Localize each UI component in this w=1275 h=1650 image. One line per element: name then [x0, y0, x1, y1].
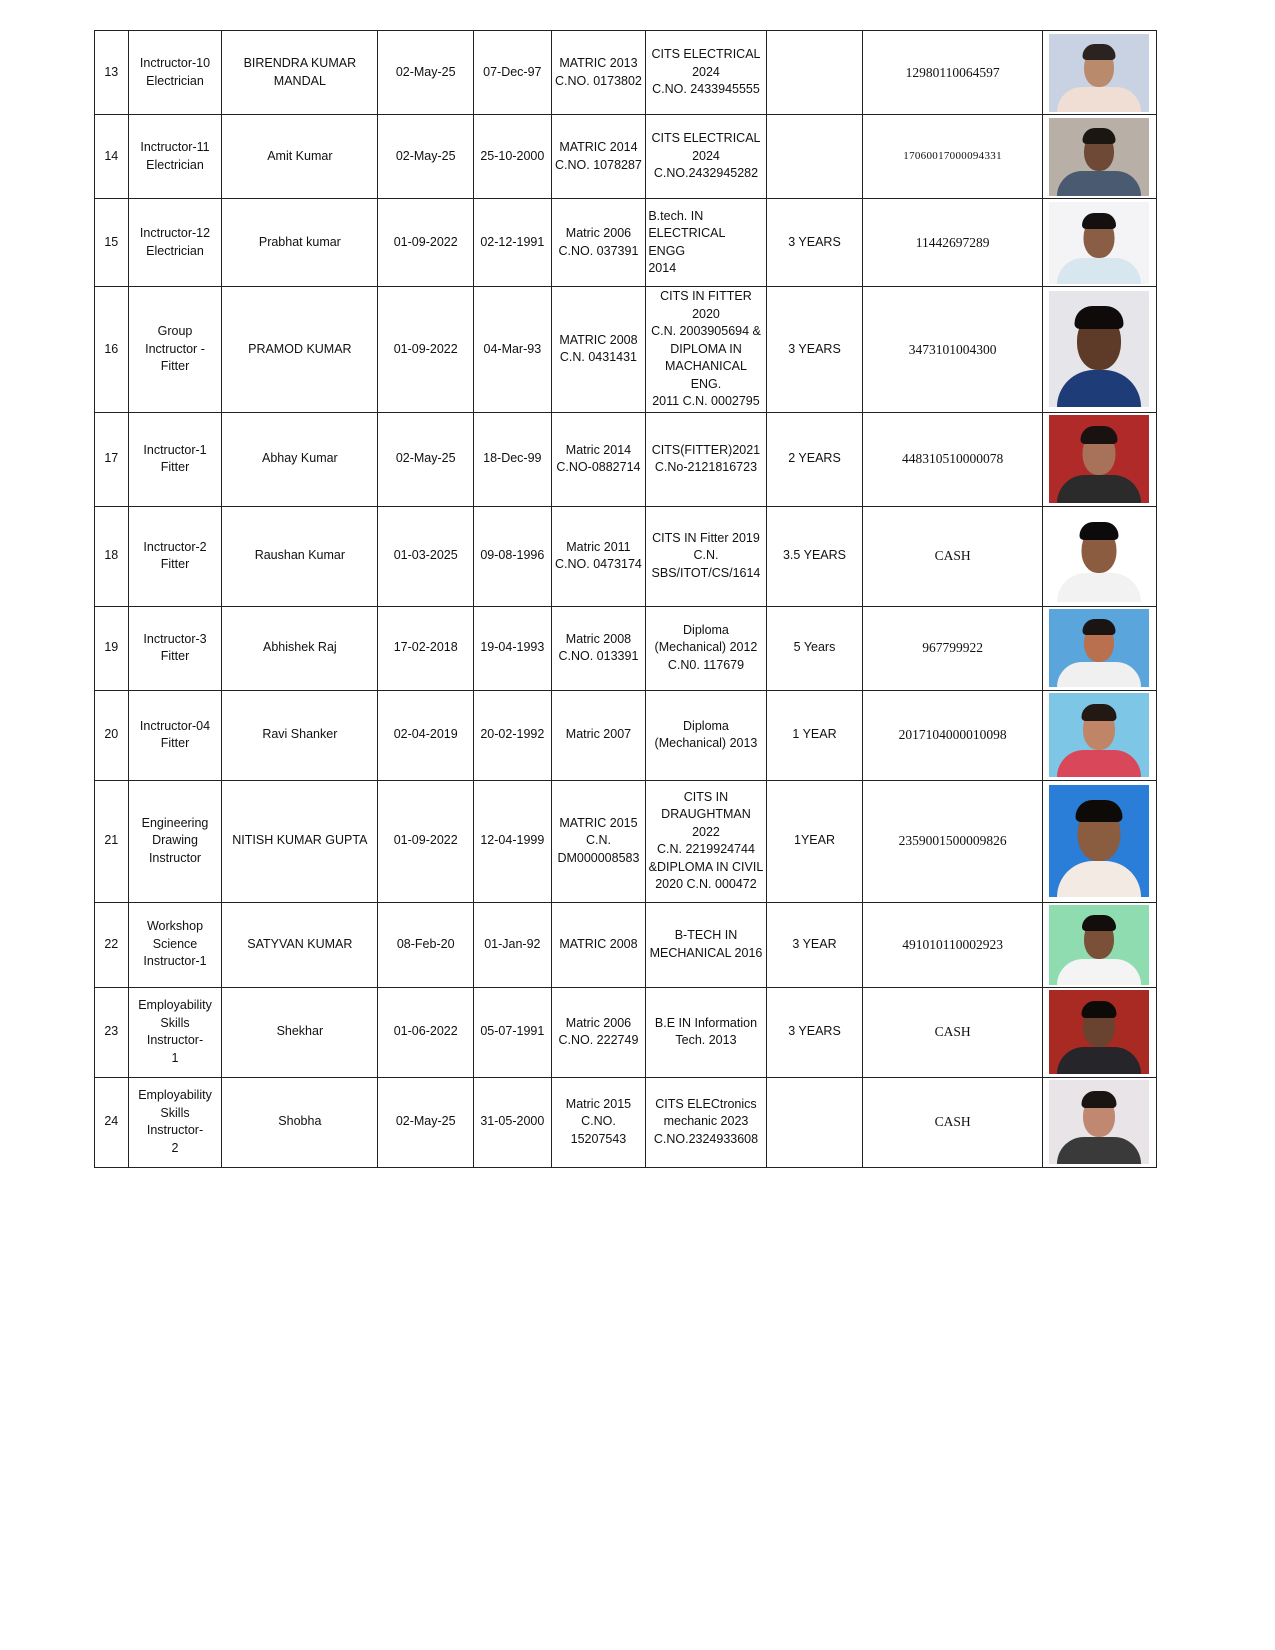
matric-cell: MATRIC 2015 C.N. DM000008583: [551, 780, 646, 902]
post-cell: Group Inctructor - Fitter: [128, 287, 222, 413]
matric-cell: Matric 2007: [551, 690, 646, 780]
table-row: [95, 199, 1157, 287]
table-row: [95, 987, 1157, 1077]
experience-cell: [766, 115, 863, 199]
account-number-cell: 12980110064597: [863, 31, 1042, 115]
account-number-cell: 2359001500009826: [863, 780, 1042, 902]
post-cell: Employability Skills Instructor- 1: [128, 987, 222, 1077]
photo-hair: [1082, 1001, 1117, 1018]
name-cell: Ravi Shanker: [222, 690, 378, 780]
dob-cell: 07-Dec-97: [474, 31, 551, 115]
person-photo: [1049, 415, 1149, 503]
person-photo: [1049, 1080, 1149, 1164]
matric-cell: MATRIC 2008 C.N. 0431431: [551, 287, 646, 413]
name-cell: PRAMOD KUMAR: [222, 287, 378, 413]
account-number-cell: 3473101004300: [863, 287, 1042, 413]
serial-number-cell: 23: [95, 987, 129, 1077]
photo-hair: [1082, 213, 1116, 229]
matric-cell: MATRIC 2013 C.NO. 0173802: [551, 31, 646, 115]
photo-hair: [1080, 522, 1119, 540]
dob-cell: 25-10-2000: [474, 115, 551, 199]
photo-cell: [1042, 780, 1156, 902]
table-row: [95, 31, 1157, 115]
account-number-cell: CASH: [863, 1077, 1042, 1167]
person-photo: [1049, 202, 1149, 284]
person-photo: [1049, 693, 1149, 777]
qualification-cell: B-TECH IN MECHANICAL 2016: [646, 902, 766, 987]
qualification-cell: B.tech. IN ELECTRICAL ENGG 2014: [646, 199, 766, 287]
experience-cell: 1 YEAR: [766, 690, 863, 780]
experience-cell: 3 YEARS: [766, 987, 863, 1077]
table-row: [95, 780, 1157, 902]
photo-shirt: [1057, 1047, 1141, 1074]
dob-cell: 12-04-1999: [474, 780, 551, 902]
photo-cell: [1042, 1077, 1156, 1167]
post-cell: Inctructor-10 Electrician: [128, 31, 222, 115]
serial-number-cell: 17: [95, 412, 129, 506]
post-cell: Engineering Drawing Instructor: [128, 780, 222, 902]
matric-cell: Matric 2015 C.NO. 15207543: [551, 1077, 646, 1167]
photo-cell: [1042, 412, 1156, 506]
photo-cell: [1042, 199, 1156, 287]
table-row: [95, 1077, 1157, 1167]
matric-cell: Matric 2011 C.NO. 0473174: [551, 506, 646, 606]
dob-cell: 18-Dec-99: [474, 412, 551, 506]
photo-shirt: [1057, 475, 1141, 503]
account-number-cell: 11442697289: [863, 199, 1042, 287]
joining-date-cell: 01-09-2022: [378, 287, 474, 413]
dob-cell: 02-12-1991: [474, 199, 551, 287]
experience-cell: [766, 31, 863, 115]
experience-cell: 3 YEAR: [766, 902, 863, 987]
experience-cell: [766, 1077, 863, 1167]
photo-hair: [1082, 915, 1116, 931]
name-cell: Amit Kumar: [222, 115, 378, 199]
matric-cell: Matric 2008 C.NO. 013391: [551, 606, 646, 690]
dob-cell: 19-04-1993: [474, 606, 551, 690]
serial-number-cell: 16: [95, 287, 129, 413]
table-row: [95, 115, 1157, 199]
matric-cell: Matric 2006 C.NO. 222749: [551, 987, 646, 1077]
joining-date-cell: 01-06-2022: [378, 987, 474, 1077]
photo-cell: [1042, 987, 1156, 1077]
matric-cell: MATRIC 2014 C.NO. 1078287: [551, 115, 646, 199]
photo-shirt: [1057, 87, 1141, 112]
person-photo: [1049, 785, 1149, 897]
post-cell: Inctructor-3 Fitter: [128, 606, 222, 690]
post-cell: Employability Skills Instructor- 2: [128, 1077, 222, 1167]
table-row: [95, 606, 1157, 690]
joining-date-cell: 02-May-25: [378, 412, 474, 506]
name-cell: Prabhat kumar: [222, 199, 378, 287]
experience-cell: 5 Years: [766, 606, 863, 690]
account-number-cell: 967799922: [863, 606, 1042, 690]
photo-shirt: [1057, 1137, 1141, 1164]
name-cell: Abhishek Raj: [222, 606, 378, 690]
person-photo: [1049, 905, 1149, 985]
photo-cell: [1042, 31, 1156, 115]
dob-cell: 01-Jan-92: [474, 902, 551, 987]
table-row: [95, 690, 1157, 780]
table-row: [95, 412, 1157, 506]
photo-hair: [1082, 704, 1117, 721]
table-row: [95, 287, 1157, 413]
account-number-cell: 2017104000010098: [863, 690, 1042, 780]
matric-cell: Matric 2006 C.NO. 037391: [551, 199, 646, 287]
photo-shirt: [1057, 573, 1141, 602]
post-cell: Inctructor-1 Fitter: [128, 412, 222, 506]
joining-date-cell: 01-03-2025: [378, 506, 474, 606]
dob-cell: 04-Mar-93: [474, 287, 551, 413]
serial-number-cell: 20: [95, 690, 129, 780]
photo-shirt: [1057, 258, 1141, 284]
staff-table: [94, 30, 1157, 1168]
qualification-cell: CITS(FITTER)2021 C.No-2121816723: [646, 412, 766, 506]
photo-shirt: [1057, 750, 1141, 777]
joining-date-cell: 02-May-25: [378, 115, 474, 199]
qualification-cell: CITS ELECTRICAL 2024 C.NO.2432945282: [646, 115, 766, 199]
joining-date-cell: 08-Feb-20: [378, 902, 474, 987]
photo-hair: [1075, 306, 1124, 329]
joining-date-cell: 02-May-25: [378, 1077, 474, 1167]
account-number-cell: 491010110002923: [863, 902, 1042, 987]
photo-hair: [1083, 619, 1116, 635]
qualification-cell: Diploma (Mechanical) 2012 C.N0. 117679: [646, 606, 766, 690]
name-cell: Shekhar: [222, 987, 378, 1077]
experience-cell: 3 YEARS: [766, 199, 863, 287]
name-cell: Abhay Kumar: [222, 412, 378, 506]
dob-cell: 05-07-1991: [474, 987, 551, 1077]
table-row: [95, 902, 1157, 987]
photo-cell: [1042, 115, 1156, 199]
serial-number-cell: 14: [95, 115, 129, 199]
dob-cell: 09-08-1996: [474, 506, 551, 606]
photo-cell: [1042, 690, 1156, 780]
photo-cell: [1042, 287, 1156, 413]
experience-cell: 1YEAR: [766, 780, 863, 902]
qualification-cell: CITS IN DRAUGHTMAN 2022 C.N. 2219924744 &DIPLOMA IN CIVIL 2020 C.N. 000472: [646, 780, 766, 902]
table-body: [95, 31, 1157, 1168]
joining-date-cell: 02-04-2019: [378, 690, 474, 780]
qualification-cell: CITS IN FITTER 2020 C.N. 2003905694 & DIPLOMA IN MACHANICAL ENG. 2011 C.N. 0002795: [646, 287, 766, 413]
experience-cell: 3 YEARS: [766, 287, 863, 413]
photo-shirt: [1057, 861, 1141, 897]
joining-date-cell: 01-09-2022: [378, 780, 474, 902]
photo-shirt: [1057, 662, 1141, 687]
serial-number-cell: 21: [95, 780, 129, 902]
person-photo: [1049, 118, 1149, 196]
qualification-cell: CITS ELECtronics mechanic 2023 C.NO.2324933608: [646, 1077, 766, 1167]
dob-cell: 31-05-2000: [474, 1077, 551, 1167]
post-cell: Inctructor-2 Fitter: [128, 506, 222, 606]
serial-number-cell: 19: [95, 606, 129, 690]
experience-cell: 3.5 YEARS: [766, 506, 863, 606]
experience-cell: 2 YEARS: [766, 412, 863, 506]
photo-cell: [1042, 506, 1156, 606]
matric-cell: MATRIC 2008: [551, 902, 646, 987]
photo-shirt: [1057, 171, 1141, 196]
account-number-cell: CASH: [863, 506, 1042, 606]
person-photo: [1049, 990, 1149, 1074]
account-number-cell: 17060017000094331: [863, 115, 1042, 199]
post-cell: Inctructor-11 Electrician: [128, 115, 222, 199]
post-cell: Inctructor-04 Fitter: [128, 690, 222, 780]
name-cell: SATYVAN KUMAR: [222, 902, 378, 987]
photo-shirt: [1057, 370, 1141, 407]
qualification-cell: CITS IN Fitter 2019 C.N. SBS/ITOT/CS/1614: [646, 506, 766, 606]
person-photo: [1049, 34, 1149, 112]
photo-hair: [1076, 800, 1123, 822]
dob-cell: 20-02-1992: [474, 690, 551, 780]
serial-number-cell: 13: [95, 31, 129, 115]
matric-cell: Matric 2014 C.NO-0882714: [551, 412, 646, 506]
serial-number-cell: 22: [95, 902, 129, 987]
photo-hair: [1082, 1091, 1117, 1108]
photo-hair: [1081, 426, 1118, 444]
person-photo: [1049, 510, 1149, 602]
serial-number-cell: 18: [95, 506, 129, 606]
qualification-cell: Diploma (Mechanical) 2013: [646, 690, 766, 780]
photo-shirt: [1057, 959, 1141, 985]
photo-cell: [1042, 902, 1156, 987]
account-number-cell: 448310510000078: [863, 412, 1042, 506]
name-cell: NITISH KUMAR GUPTA: [222, 780, 378, 902]
photo-hair: [1083, 44, 1116, 60]
photo-cell: [1042, 606, 1156, 690]
name-cell: Shobha: [222, 1077, 378, 1167]
joining-date-cell: 01-09-2022: [378, 199, 474, 287]
person-photo: [1049, 291, 1149, 407]
joining-date-cell: 17-02-2018: [378, 606, 474, 690]
qualification-cell: B.E IN Information Tech. 2013: [646, 987, 766, 1077]
person-photo: [1049, 609, 1149, 687]
serial-number-cell: 24: [95, 1077, 129, 1167]
photo-hair: [1083, 128, 1116, 144]
name-cell: BIRENDRA KUMAR MANDAL: [222, 31, 378, 115]
serial-number-cell: 15: [95, 199, 129, 287]
qualification-cell: CITS ELECTRICAL 2024 C.NO. 2433945555: [646, 31, 766, 115]
name-cell: Raushan Kumar: [222, 506, 378, 606]
account-number-cell: CASH: [863, 987, 1042, 1077]
post-cell: Inctructor-12 Electrician: [128, 199, 222, 287]
post-cell: Workshop Science Instructor-1: [128, 902, 222, 987]
table-row: [95, 506, 1157, 606]
joining-date-cell: 02-May-25: [378, 31, 474, 115]
